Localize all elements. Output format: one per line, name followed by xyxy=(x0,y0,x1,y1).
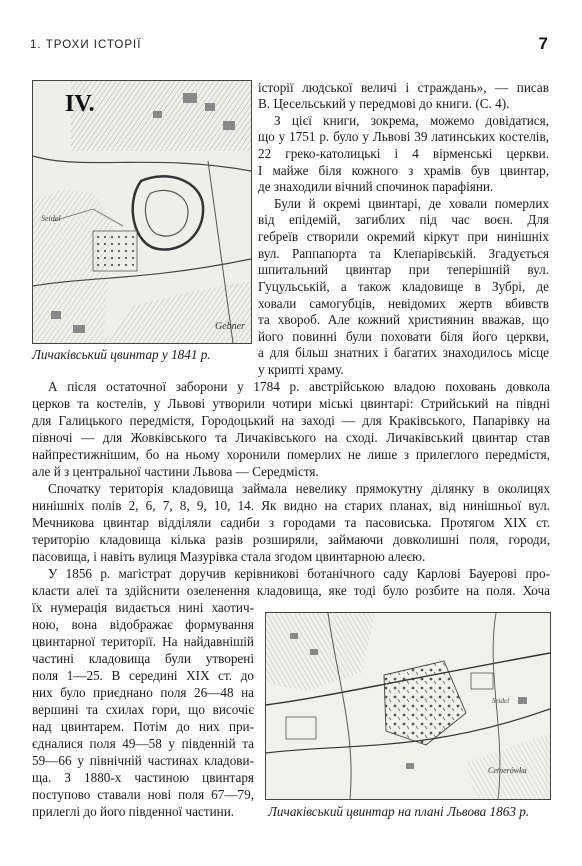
text-line: І майже біля кожного з храмів був цвинтар, xyxy=(258,163,549,178)
map-figure-1863 xyxy=(265,612,551,800)
text-line: історії людської величі і страждань», — писав xyxy=(258,80,549,95)
text-line: поля 1—25. В середині XIX ст. до xyxy=(32,668,254,683)
text-line: них було приєднано поля 26—48 на xyxy=(32,685,254,700)
text-line: ховали самогубців, невідомих жертв вбивств xyxy=(258,296,549,311)
text-line: З цієї книги, зокрема, можемо довідатися, xyxy=(274,113,549,128)
text-line: де знаходили вічний спочинок парафіяни. xyxy=(258,179,494,194)
figure-2-caption: Личаківський цвинтар на плані Львова 1863 р. xyxy=(268,804,530,819)
text-line: та хвороб. Але кожний християнин вважав, що xyxy=(258,312,549,327)
text-line: їх нумерація видається нині хаотич- xyxy=(32,600,254,615)
text-line: територію кладовища кілька разів розширяли, займаючи довколишні поля, городи, xyxy=(32,532,550,547)
text-line: класти алеї та здійснити озеленення кладовища, яке тоді було розбите на поля. Хоча xyxy=(32,583,550,598)
text-line: нинішніх полів 2, 6, 7, 8, 9, 10, 14. Як видно на старих планах, від нинішньої вул. xyxy=(32,498,550,513)
text-line: частині кладовища були утворені xyxy=(32,651,254,666)
text-line: поступово ставали нові поля 67—79, xyxy=(32,787,254,802)
text-line: а для більш знатних і багатих знаходилось місце xyxy=(258,345,549,360)
text-line: єдналися поля 49—58 у південній та xyxy=(32,736,254,751)
text-line: прилеглі до його південної частини. xyxy=(32,804,235,819)
page-number: 7 xyxy=(538,34,548,53)
map-1863-illustration xyxy=(266,613,550,799)
text-line: В. Цесельський у передмові до книги. (С. 4). xyxy=(258,96,510,111)
text-line: від епідемій, загиблих під час воєн. Для xyxy=(258,212,549,227)
text-line: але й з центральної частини Львова — Середмістя. xyxy=(32,464,319,479)
text-line: церков та костелів, у Львові утворили чотири міські цвинтарі: Стрийський на півдні xyxy=(32,396,550,411)
text-line: цвинтарної території. На найдавнішій xyxy=(32,634,254,649)
svg-text:Seidel: Seidel xyxy=(41,214,61,223)
text-line: Гуцульській, а також кладовище в Зубрі, де xyxy=(258,279,549,294)
map-1841-label: IV. xyxy=(65,91,95,117)
text-line: У 1856 р. магістрат доручив керівникові ботанічного саду Карлові Бауерові про- xyxy=(48,566,550,581)
text-line: гебреїв створили окремий кіркут при нинішніх xyxy=(258,229,549,244)
text-line: Мечникова цвинтар відділяли садиби з городами та пасовиська. Протягом XIX ст. xyxy=(32,515,550,530)
running-header: 1. ТРОХИ ІСТОРІЇ xyxy=(30,39,142,51)
text-line: Були й окремі цвинтарі, де ховали померлих xyxy=(274,196,549,211)
map-figure-1841 xyxy=(32,80,252,344)
text-line: вершині та схилах гори, що височіє xyxy=(32,702,254,717)
svg-text:Seidel: Seidel xyxy=(492,697,510,705)
text-line: вул. Раппапорта та Клепарівській. Згадується xyxy=(258,246,549,261)
map-1841-illustration xyxy=(33,81,251,343)
text-line: його повинні були поховати біля його церкви, xyxy=(258,329,549,344)
text-line: шпитальний цвинтар при теперішній вул. xyxy=(258,262,549,277)
svg-text:Gebner: Gebner xyxy=(215,321,245,332)
text-line: Спочатку територія кладовища займала невелику прямокутну ділянку в околицях xyxy=(48,481,550,496)
text-line: 22 греко-католицькі і 4 вірменські церкви. xyxy=(258,146,549,161)
text-line: що у 1751 р. було у Львові 39 латинських костелів, xyxy=(258,129,549,144)
text-line: півночі — для Жовківського та Личаківського на сході. Личаківський цвинтар став xyxy=(32,430,550,445)
text-line: пасовища, і навіть вулиця Мазурівка стала згодом цвинтарною алеєю. xyxy=(32,549,426,564)
svg-text:Cetnerówka: Cetnerówka xyxy=(488,766,527,775)
text-line: над цвинтарем. Потім до них при- xyxy=(32,719,254,734)
text-line: для Галицького передмістя, Городоцький на заході — для Краківського, Папарівку на xyxy=(32,413,550,428)
text-line: найпрестижнішим, бо на ньому хоронили померлих не лише з прилеглого передмістя, xyxy=(32,447,550,462)
text-line: у крипті храму. xyxy=(258,362,344,377)
text-line: ною, вона відображає формування xyxy=(32,617,254,632)
figure-1-caption: Личаківський цвинтар у 1841 р. xyxy=(32,347,211,362)
text-line: 59—66 у північній частинах кладови- xyxy=(32,753,254,768)
text-line: А після остаточної заборони у 1784 р. австрійською владою поховань довкола xyxy=(48,379,550,394)
text-line: ща. З 1880-х частиною цвинтаря xyxy=(32,770,254,785)
